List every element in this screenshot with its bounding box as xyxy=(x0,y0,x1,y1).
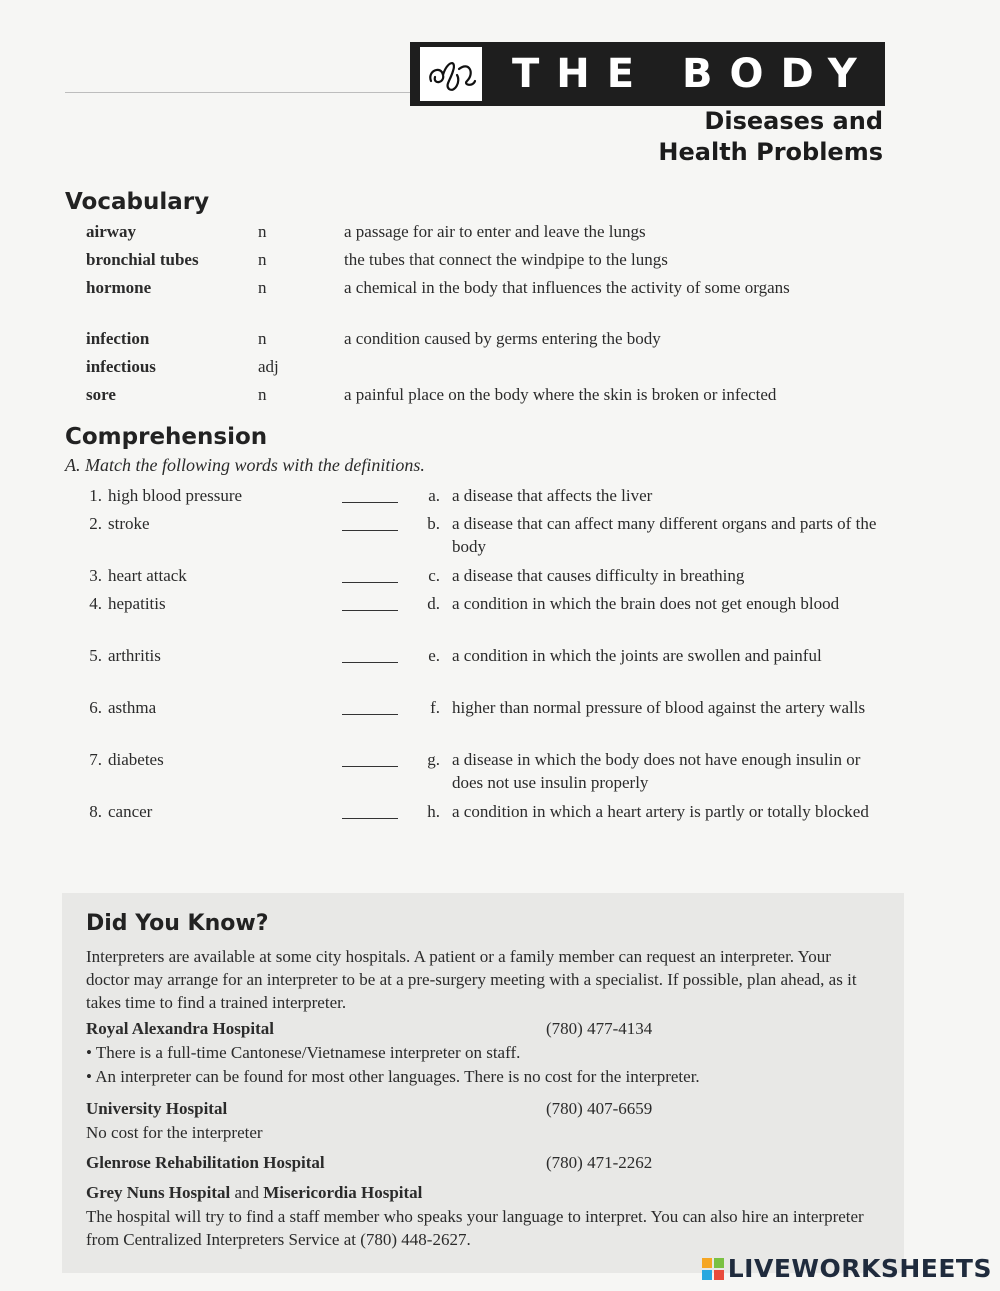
vocab-term: sore xyxy=(86,385,116,404)
answer-blank[interactable] xyxy=(342,766,398,767)
page-title: THE BODY xyxy=(512,51,874,97)
hospital-note: The hospital will try to find a staff member who speaks your language to interpret. You can also hire an interpreter from Centralized Interpreters Service at (780) 448-2627. xyxy=(86,1207,864,1249)
hospital-note: No cost for the interpreter xyxy=(86,1123,263,1142)
hospital-name: Misericordia Hospital xyxy=(263,1183,423,1202)
match-definition: a condition in which the brain does not get enough blood xyxy=(452,594,840,613)
item-number: 4. xyxy=(89,594,102,613)
definition-letter: h. xyxy=(427,802,440,821)
match-word: stroke xyxy=(108,514,150,533)
match-word: arthritis xyxy=(108,646,161,665)
definition-letter: b. xyxy=(427,514,440,533)
vocab-term: infection xyxy=(86,329,150,348)
match-definition: a condition in which a heart artery is partly or totally blocked xyxy=(452,802,869,821)
title-banner xyxy=(410,42,885,106)
bullet-item: • There is a full-time Cantonese/Vietnamese interpreter on staff. xyxy=(86,1043,521,1062)
match-word: diabetes xyxy=(108,750,164,769)
answer-blank[interactable] xyxy=(342,818,398,819)
match-definition: a disease that can affect many different organs and parts of the body xyxy=(452,514,877,556)
match-word: cancer xyxy=(108,802,153,821)
liveworksheets-watermark xyxy=(702,1254,992,1283)
definition-letter: a. xyxy=(428,486,440,505)
did-you-know-box xyxy=(62,893,904,1273)
bullet-item: • An interpreter can be found for most other languages. There is no cost for the interpreter. xyxy=(86,1067,700,1086)
match-word: hepatitis xyxy=(108,594,166,613)
item-number: 5. xyxy=(89,646,102,665)
match-definition: a disease that causes difficulty in breathing xyxy=(452,566,745,585)
hospital-phone: (780) 477-4134 xyxy=(546,1019,653,1038)
logo-tile xyxy=(714,1270,724,1280)
match-definition: higher than normal pressure of blood against the artery walls xyxy=(452,698,866,717)
item-number: 7. xyxy=(89,750,102,769)
vocab-term: bronchial tubes xyxy=(86,250,199,269)
signature-logo-icon xyxy=(420,47,482,101)
vocab-definition: a painful place on the body where the skin is broken or infected xyxy=(344,385,777,404)
vocab-pos: n xyxy=(258,329,267,348)
hospital-name: Glenrose Rehabilitation Hospital xyxy=(86,1153,325,1172)
logo-tile xyxy=(702,1258,712,1268)
definition-letter: g. xyxy=(427,750,440,769)
match-definition: a disease that affects the liver xyxy=(452,486,653,505)
match-definition: a condition in which the joints are swollen and painful xyxy=(452,646,822,665)
answer-blank[interactable] xyxy=(342,582,398,583)
vocab-definition: a condition caused by germs entering the body xyxy=(344,329,661,348)
exercise-instruction: A. Match the following words with the definitions. xyxy=(65,455,425,475)
match-definition: a disease in which the body does not have enough insulin or does not use insulin properly xyxy=(452,750,861,792)
vocab-definition: the tubes that connect the windpipe to the lungs xyxy=(344,250,668,269)
hospital-name: University Hospital xyxy=(86,1099,228,1118)
match-word: asthma xyxy=(108,698,157,717)
did-you-know-heading: Did You Know? xyxy=(86,911,269,936)
did-you-know-intro: Interpreters are available at some city hospitals. A patient or a family member can request an interpreter. Your doctor may arrange for an interpreter to be at a pre-surgery meeting with a specialist. If possible, plan ahead, as it takes time to find a trained interpreter. xyxy=(86,947,857,1012)
item-number: 6. xyxy=(89,698,102,717)
vocab-pos: adj xyxy=(258,357,279,376)
definition-letter: d. xyxy=(427,594,440,613)
hospital-grey-nuns-misericordia xyxy=(86,1181,886,1204)
header-rule xyxy=(65,92,415,93)
vocab-pos: n xyxy=(258,222,267,241)
logo-tile xyxy=(702,1270,712,1280)
answer-blank[interactable] xyxy=(342,662,398,663)
answer-blank[interactable] xyxy=(342,530,398,531)
subtitle-line-1: Diseases and xyxy=(704,107,883,135)
hospital-university xyxy=(86,1097,886,1120)
bullet-text: An interpreter can be found for most other languages. There is no cost for the interpreter. xyxy=(95,1067,700,1086)
subtitle-line-2: Health Problems xyxy=(658,138,883,166)
vocab-pos: n xyxy=(258,278,267,297)
item-number: 8. xyxy=(89,802,102,821)
item-number: 3. xyxy=(89,566,102,585)
match-word: high blood pressure xyxy=(108,486,243,505)
vocabulary-heading: Vocabulary xyxy=(65,189,210,215)
hospital-royal-alexandra xyxy=(86,1017,886,1040)
comprehension-heading: Comprehension xyxy=(65,424,268,450)
vocab-term: infectious xyxy=(86,357,156,376)
page-subtitle xyxy=(658,106,883,168)
vocab-definition: a passage for air to enter and leave the lungs xyxy=(344,222,646,241)
vocab-pos: n xyxy=(258,250,267,269)
hospital-joiner: and xyxy=(234,1183,260,1202)
definition-letter: f. xyxy=(430,698,440,717)
answer-blank[interactable] xyxy=(342,502,398,503)
vocab-term: airway xyxy=(86,222,137,241)
hospital-glenrose xyxy=(86,1151,886,1174)
definition-letter: e. xyxy=(428,646,440,665)
bullet-text: There is a full-time Cantonese/Vietnamese interpreter on staff. xyxy=(95,1043,521,1062)
vocab-term: hormone xyxy=(86,278,152,297)
logo-tile xyxy=(714,1258,724,1268)
answer-blank[interactable] xyxy=(342,714,398,715)
answer-blank[interactable] xyxy=(342,610,398,611)
watermark-text: LIVEWORKSHEETS xyxy=(727,1254,992,1283)
vocab-definition: a chemical in the body that influences the activity of some organs xyxy=(344,278,790,297)
item-number: 2. xyxy=(89,514,102,533)
item-number: 1. xyxy=(89,486,102,505)
hospital-phone: (780) 471-2262 xyxy=(546,1153,653,1172)
definition-letter: c. xyxy=(428,566,440,585)
hospital-name: Royal Alexandra Hospital xyxy=(86,1019,274,1038)
vocab-pos: n xyxy=(258,385,267,404)
liveworksheets-logo-icon xyxy=(702,1258,724,1280)
match-word: heart attack xyxy=(108,566,187,585)
hospital-name: Grey Nuns Hospital xyxy=(86,1183,231,1202)
hospital-phone: (780) 407-6659 xyxy=(546,1099,653,1118)
